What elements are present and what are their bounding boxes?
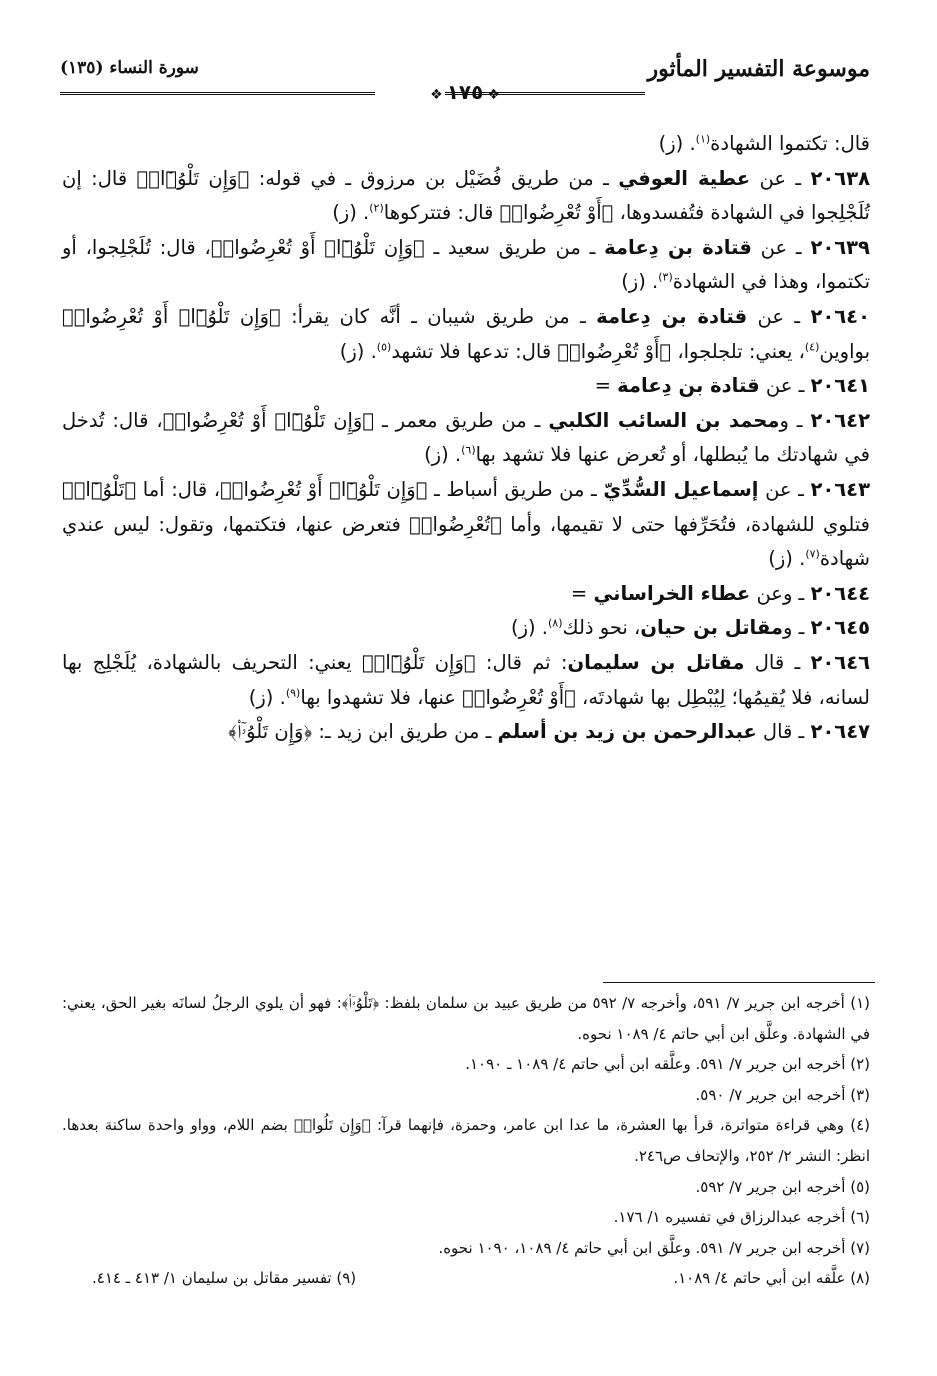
narrator-name: محمد بن السائب الكلبي bbox=[548, 408, 780, 432]
paragraph: ٢٠٦٤١ ـ عن قتادة بن دِعامة = bbox=[594, 374, 870, 398]
narrator-name: عبدالرحمن بن زيد بن أسلم bbox=[497, 720, 757, 744]
narrator-name: قتادة بن دِعامة bbox=[617, 374, 760, 398]
footnote: (٩) تفسير مقاتل بن سليمان ١/ ٤١٣ ـ ٤١٤. bbox=[92, 1269, 357, 1288]
quran-quote: ﴿وَإِن تَلْوُۥٓا۟﴾ bbox=[228, 720, 313, 744]
paragraph: ٢٠٦٤٤ ـ وعن عطاء الخراساني = bbox=[570, 581, 870, 605]
footnote-ref: (١) bbox=[695, 132, 711, 146]
footnote: (١) أخرجه ابن جرير ٧/ ٥٩١، وأخرجه ٧/ ٥٩٢ من طريق عبيد بن سلمان بلفظ: ﴿تَلْوُۥٓا۟﴾: فهو أن يلوي الرجلُ لسانَه بغير الحق، يعني: في الشهادة. وعلَّق ابن أبي حاتم ٤/ ١٠٨٩ نحوه. bbox=[62, 994, 871, 1043]
paragraph: ٢٠٦٣٨ ـ عن عطية العوفي ـ من طريق فُضَيْل بن مرزوق ـ في قوله: ﴿وَإِن تَلْوُۥٓا۟﴾ قال: إن تُلَجْلِجوا في الشهادة فتُفسدوها، ﴿أَوْ تُعْرِضُوا۟﴾ قال: فتتركوها$^{(٢)}$. (ز) bbox=[62, 166, 870, 225]
narrator-name: إسماعيل السُّدِّيّ bbox=[603, 477, 759, 501]
narrator-name: قتادة بن دِعامة bbox=[604, 235, 752, 259]
athar-number: ٢٠٦٣٨ bbox=[810, 166, 870, 190]
footnote: (٤) وهي قراءة متواترة، قرأ بها العشرة، ما عدا ابن عامر، وحمزة، فإنهما قرآ: ﴿وَإِن تَلُوا۟﴾ بضم اللام، وواو واحدة ساكنة بعدها. انظر: النشر ٢/ ٢٥٢، والإتحاف ص٢٤٦. bbox=[62, 1116, 870, 1165]
footnote-separator bbox=[603, 982, 875, 983]
footnote-ref: (٤) bbox=[804, 340, 820, 354]
athar-number: ٢٠٦٤٣ bbox=[810, 477, 870, 501]
footnote-row bbox=[62, 1263, 870, 1294]
footnote-ref: (٩) bbox=[285, 686, 301, 699]
footnote-ref: (٢) bbox=[369, 201, 384, 215]
footnote-ref: (٦) bbox=[461, 443, 476, 457]
paragraph: ٢٠٦٤٥ ـ ومقاتل بن حيان، نحو ذلك$^{(٨)}$. (ز) bbox=[510, 616, 870, 640]
athar-number: ٢٠٦٤١ bbox=[810, 374, 870, 398]
quran-quote: ﴿وَإِن تَلْوُۥٓا۟﴾ bbox=[136, 166, 250, 190]
ornament-icon: ❖ bbox=[487, 87, 500, 103]
footnote: (٢) أخرجه ابن جرير ٧/ ٥٩١. وعلَّقه ابن أبي حاتم ٤/ ١٠٨٩ ـ ١٠٩٠. bbox=[465, 1055, 870, 1074]
quran-quote: ﴿وَإِن تَلْوُۥٓا۟ أَوْ تُعْرِضُوا۟﴾ bbox=[210, 235, 425, 259]
footnote: (٣) أخرجه ابن جرير ٧/ ٥٩٠. bbox=[695, 1085, 870, 1104]
page-header bbox=[60, 52, 870, 102]
narrator-name: عطية العوفي bbox=[618, 166, 751, 190]
surah-title: سورة النساء (١٣٥) bbox=[60, 58, 199, 78]
narrator-name: مقاتل بن سليمان bbox=[567, 650, 745, 674]
main-text bbox=[62, 127, 870, 750]
footnote-ref: (٥) bbox=[376, 340, 392, 354]
athar-number: ٢٠٦٤٧ bbox=[810, 720, 870, 744]
header-rule-left bbox=[60, 92, 375, 95]
footnote: (٧) أخرجه ابن جرير ٧/ ٥٩١. وعلَّق ابن أبي حاتم ٤/ ١٠٨٩، ١٠٩٠ نحوه. bbox=[438, 1238, 870, 1257]
quran-quote: ﴿وَإِن تَلْوُۥٓا۟ أَوْ تُعْرِضُوا۟﴾ bbox=[162, 408, 375, 432]
athar-number: ٢٠٦٤٢ bbox=[810, 408, 870, 432]
paragraph: ٢٠٦٣٩ ـ عن قتادة بن دِعامة ـ من طريق سعيد ـ ﴿وَإِن تَلْوُۥٓا۟ أَوْ تُعْرِضُوا۟﴾، قال: تُلَجْلِجوا، أو تكتموا، وهذا في الشهادة$^{(٣)}$. (ز) bbox=[62, 235, 870, 294]
quran-quote: ﴿تَلْوُۥٓا۟﴾ bbox=[62, 477, 137, 501]
quran-quote: ﴿أَوْ تُعْرِضُوا۟﴾ bbox=[557, 339, 672, 363]
quran-quote: ﴿أَوْ تُعْرِضُوا۟﴾ bbox=[499, 201, 614, 225]
paragraph: ٢٠٦٤٠ ـ عن قتادة بن دِعامة ـ من طريق شيبان ـ أنَّه كان يقرأ: ﴿وَإِن تَلْوُۥٓا۟ أَوْ تُعْرِضُوا۟﴾ بواوين$^{(٤)}$، يعني: تلجلجوا، ﴿أَوْ تُعْرِضُوا۟﴾ قال: تدعها فلا تشهد$^{(٥)}$. (ز) bbox=[62, 304, 870, 363]
footnote: (٦) أخرجه عبدالرزاق في تفسيره ١/ ١٧٦. bbox=[613, 1208, 870, 1227]
quran-quote: ﴿وَإِن تَلْوُۥٓا۟﴾ bbox=[361, 650, 476, 674]
footnote-ref: (٨) bbox=[548, 616, 563, 630]
page-number-text: ١٧٥ bbox=[446, 80, 484, 104]
footnote: (٥) أخرجه ابن جرير ٧/ ٥٩٢. bbox=[695, 1177, 870, 1196]
paragraph: ٢٠٦٤٧ ـ قال عبدالرحمن بن زيد بن أسلم ـ من طريق ابن زيد ـ: ﴿وَإِن تَلْوُۥٓا۟﴾ bbox=[228, 720, 870, 744]
narrator-name: عطاء الخراساني bbox=[593, 581, 751, 605]
footnotes bbox=[62, 988, 870, 1294]
ornament-icon: ❖ bbox=[430, 87, 443, 103]
athar-number: ٢٠٦٤٠ bbox=[810, 304, 870, 328]
athar-number: ٢٠٦٤٦ bbox=[810, 650, 870, 674]
footnote-ref: (٧) bbox=[805, 547, 820, 561]
quran-quote: ﴿وَإِن تَلْوُۥٓا۟ أَوْ تُعْرِضُوا۟﴾ bbox=[62, 304, 281, 328]
athar-number: ٢٠٦٣٩ bbox=[810, 235, 870, 259]
paragraph: ٢٠٦٤٢ ـ ومحمد بن السائب الكلبي ـ من طريق معمر ـ ﴿وَإِن تَلْوُۥٓا۟ أَوْ تُعْرِضُوا۟﴾، قال: تُدخل في شهادتك ما يُبطلها، أو تُعرض عنها فلا تشهد بها$^{(٦)}$. (ز) bbox=[62, 408, 870, 467]
quran-quote: ﴿أَوْ تُعْرِضُوا۟﴾ bbox=[462, 685, 576, 709]
footnote-ref: (٣) bbox=[658, 270, 673, 284]
quran-quote: ﴿تُعْرِضُوا۟﴾ bbox=[409, 512, 502, 536]
paragraph: ٢٠٦٤٣ ـ عن إسماعيل السُّدِّيّ ـ من طريق أسباط ـ ﴿وَإِن تَلْوُۥٓا۟ أَوْ تُعْرِضُوا۟﴾، قال: أما ﴿تَلْوُۥٓا۟﴾ فتلوي للشهادة، فتُحَرِّفها حتى لا تقيمها، وأما ﴿تُعْرِضُوا۟﴾ فتعرض عنها، فتكتمها، وتقول: ليس عندي شهادة$^{(٧)}$. (ز) bbox=[62, 477, 870, 571]
quran-quote: ﴿وَإِن تَلْوُۥٓا۟ أَوْ تُعْرِضُوا۟﴾ bbox=[220, 477, 428, 501]
narrator-name: قتادة بن دِعامة bbox=[596, 304, 748, 328]
athar-number: ٢٠٦٤٥ bbox=[810, 616, 870, 640]
page-number bbox=[426, 80, 504, 104]
footnote: (٨) علَّقه ابن أبي حاتم ٤/ ١٠٨٩. bbox=[673, 1269, 870, 1288]
book-title: موسوعة التفسير المأثور bbox=[647, 56, 870, 82]
narrator-name: مقاتل بن حيان bbox=[640, 616, 783, 640]
athar-number: ٢٠٦٤٤ bbox=[810, 581, 870, 605]
paragraph: ٢٠٦٤٦ ـ قال مقاتل بن سليمان: ثم قال: ﴿وَإِن تَلْوُۥٓا۟﴾ يعني: التحريف بالشهادة، يُلَجْلِج بها لسانه، فلا يُقيمُها؛ لِيُبْطِل بها شهادتَه، ﴿أَوْ تُعْرِضُوا۟﴾ عنها، فلا تشهدوا بها$^{(٩)}$. (ز) bbox=[62, 650, 870, 709]
paragraph: قال: تكتموا الشهادة$^{(١)}$. (ز) bbox=[658, 132, 870, 155]
